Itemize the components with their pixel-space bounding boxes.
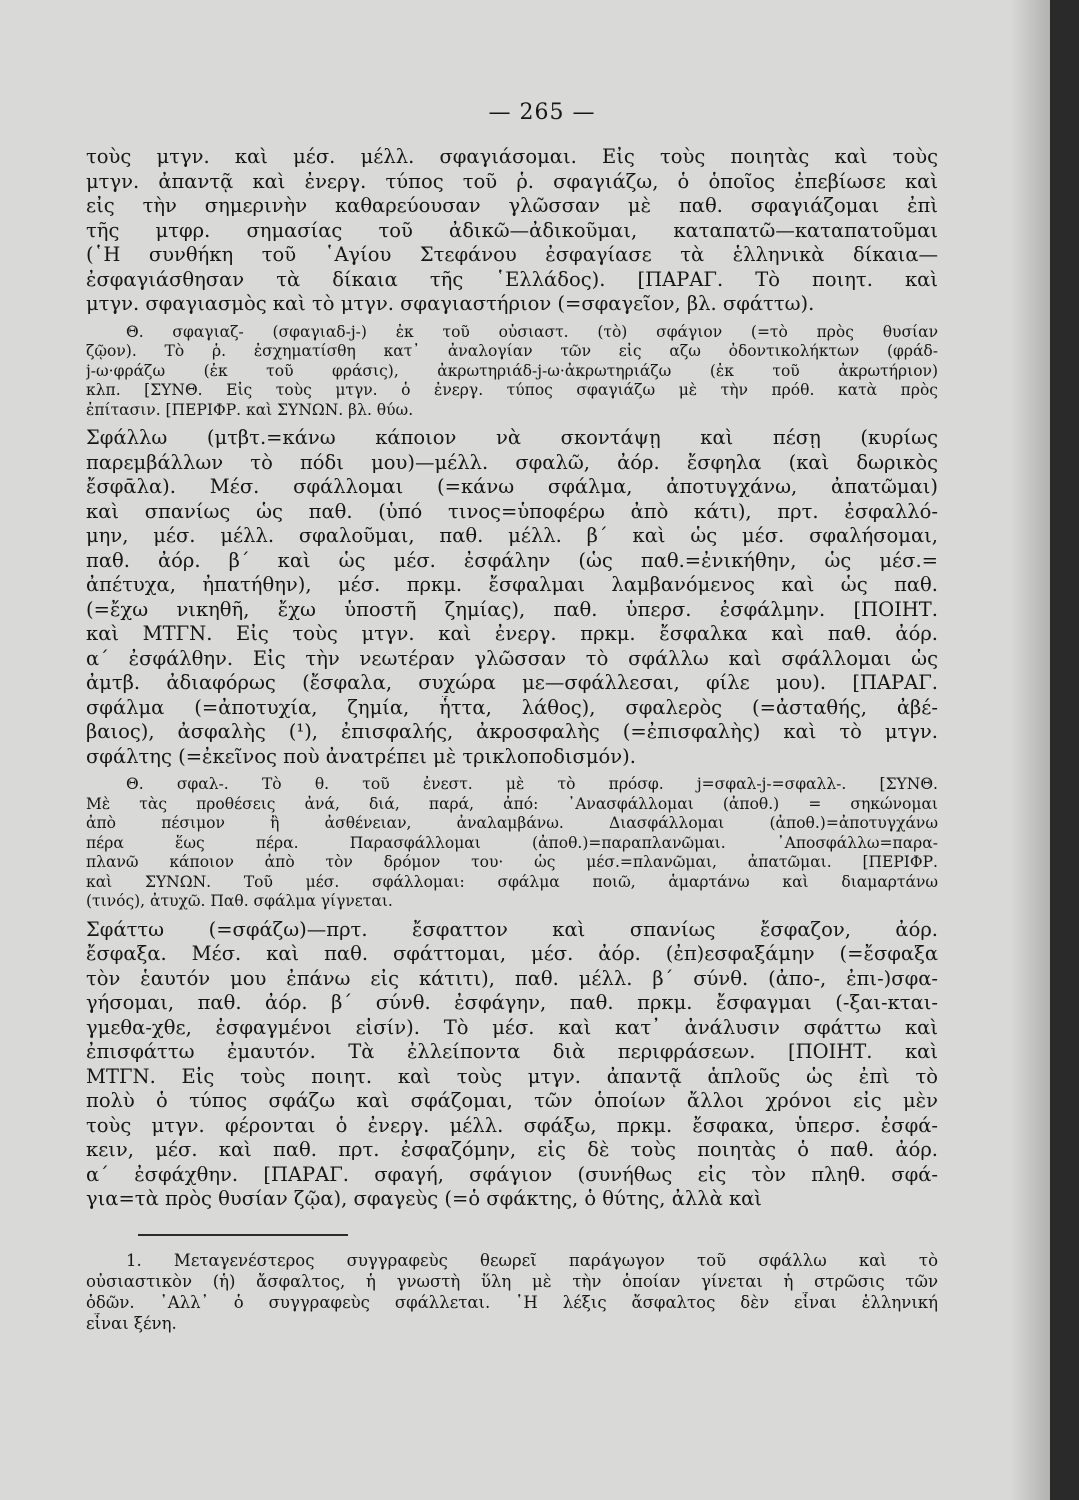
etymology-note [86, 775, 938, 912]
text-line: (῾Η συνθήκη τοῦ ῾Αγίου Στεφάνου ἐσφαγίασε τὰ ἑλληνικὰ δίκαια— [86, 243, 938, 266]
text-line: ΜΤΓΝ. Εἰς τοὺς ποιητ. καὶ τοὺς μτγν. ἀπαντᾷ ἁπλοῦς ὡς ἐπὶ τὸ [86, 1064, 938, 1088]
text-line: σφάλτης (=ἐκεῖνος ποὺ ἀνατρέπει μὲ τρικλοποδισμόν). [86, 744, 636, 768]
etymology-note [86, 323, 938, 421]
text-line: j-ω·φράζω (ἐκ τοῦ φράσις), ἀκρωτηριάδ-j-ω·ἀκρωτηριάζω (ἐκ τοῦ ἀκρωτήριον) [86, 361, 938, 380]
text-line: ἔσφᾱλα). Μέσ. σφάλλομαι (=κάνω σφάλμα, ἀποτυγχάνω, ἀπατῶμαι) [86, 475, 938, 498]
text-line: γήσομαι, παθ. ἀόρ. β΄ σύνθ. ἐσφάγην, παθ. πρκμ. ἔσφαγμαι (-ξαι-κται- [86, 991, 938, 1014]
text-line: καὶ ΜΤΓΝ. Εἰς τοὺς μτγν. καὶ ἐνεργ. πρκμ. ἔσφαλκα καὶ παθ. ἀόρ. [86, 622, 938, 645]
entry-paragraph [86, 426, 938, 769]
dictionary-entries [86, 145, 938, 1212]
text-line: κλπ. [ΣΥΝΘ. Εἰς τοὺς μτγν. ὁ ἐνεργ. τύπος σφαγιάζω μὲ τὴν πρόθ. κατὰ πρὸς [86, 381, 938, 399]
footnote-rule [138, 1234, 348, 1236]
text-line: τοὺς μτγν. καὶ μέσ. μέλλ. σφαγιάσομαι. Εἰς τοὺς ποιητὰς καὶ τοὺς [86, 145, 938, 168]
text-line: εἰς τὴν σημερινὴν καθαρεύουσαν γλῶσσαν μὲ παθ. σφαγιάζομαι ἐπὶ [86, 194, 938, 217]
text-line: γμεθα-χθε, ἐσφαγμένοι εἰσίν). Τὸ μέσ. καὶ κατ᾽ ἀνάλυσιν σφάττω καὶ [86, 1015, 938, 1039]
entry-paragraph [86, 918, 938, 1212]
text-line: πολὺ ὁ τύπος σφάζω καὶ σφάζομαι, τῶν ὁποίων ἄλλοι χρόνοι εἰς μὲν [86, 1089, 938, 1112]
text-line: Σφάλλω (μτβτ.=κάνω κάποιον νὰ σκοντάψῃ καὶ πέσῃ (κυρίως [86, 426, 938, 449]
text-line: α΄ ἐσφάλθην. Εἰς τὴν νεωτέραν γλῶσσαν τὸ σφάλλω καὶ σφάλλομαι ὡς [86, 646, 938, 670]
text-line: ἐσφαγιάσθησαν τὰ δίκαια τῆς ῾Ελλάδος). [ΠΑΡΑΓ. Τὸ ποιητ. καὶ [86, 267, 938, 291]
text-line: α΄ ἐσφάχθην. [ΠΑΡΑΓ. σφαγή, σφάγιον (συνήθως εἰς τὸν πληθ. σφά- [86, 1162, 938, 1186]
text-line: Μὲ τὰς προθέσεις ἀνά, διά, παρά, ἀπό: ᾽Ανασφάλλομαι (ἀποθ.) = σηκώνομαι [86, 794, 938, 813]
page-number: — 265 — [488, 100, 596, 125]
text-line: τῆς μτφρ. σημασίας τοῦ ἀδικῶ—ἀδικοῦμαι, καταπατῶ—καταπατοῦμαι [86, 218, 938, 242]
text-line: καὶ σπανίως ὡς παθ. (ὑπό τινος=ὑποφέρω ἀπὸ κάτι), πρτ. ἐσφαλλό- [86, 499, 938, 523]
text-line: ἐπίτασιν. [ΠΕΡΙΦΡ. καὶ ΣΥΝΩΝ. βλ. θύω. [86, 400, 414, 419]
text-line: μτγν. σφαγιασμὸς καὶ τὸ μτγν. σφαγιαστήριον (=σφαγεῖον, βλ. σφάττω). [86, 292, 815, 315]
text-line: Σφάττω (=σφάζω)—πρτ. ἔσφαττον καὶ σπανίως ἔσφαζον, ἀόρ. [86, 917, 938, 941]
text-line: κειν, μέσ. καὶ παθ. πρτ. ἐσφαζόμην, εἰς δὲ τοὺς ποιητὰς ὁ παθ. ἀόρ. [86, 1138, 938, 1161]
footnote-line: ὁδῶν. ᾽Αλλ᾽ ὁ συγγραφεὺς σφάλλεται. ῾Η λέξις ἄσφαλτος δὲν εἶναι ἑλληνική [86, 1292, 938, 1312]
text-line: (=ἔχω νικηθῆ, ἔχω ὑποστῆ ζημίας), παθ. ὑπερσ. ἐσφάλμην. [ΠΟΙΗΤ. [86, 597, 938, 621]
page-content [86, 100, 938, 1334]
text-line: (τινός), ἀτυχῶ. Παθ. σφάλμα γίγνεται. [86, 892, 393, 910]
text-line: παθ. ἀόρ. β΄ καὶ ὡς μέσ. ἐσφάλην (ὡς παθ.=ἐνικήθην, ὡς μέσ.= [86, 548, 938, 572]
text-line: μην, μέσ. μέλλ. σφαλοῦμαι, παθ. μέλλ. β΄ καὶ ὡς μέσ. σφαλήσομαι, [86, 524, 938, 547]
text-line: ἐπισφάττω ἐμαυτόν. Τὰ ἐλλείποντα διὰ περιφράσεων. [ΠΟΙΗΤ. καὶ [86, 1040, 938, 1063]
text-line: σφάλμα (=ἀποτυχία, ζημία, ἧττα, λάθος), σφαλερὸς (=ἀσταθής, ἀβέ- [86, 695, 938, 719]
text-line: πλανῶ κάποιον ἀπὸ τὸν δρόμον του· ὡς μέσ.=πλανῶμαι, ἀπατῶμαι. [ΠΕΡΙΦΡ. [86, 853, 938, 871]
text-line: τοὺς μτγν. φέρονται ὁ ἐνεργ. μέλλ. σφάξω, πρκμ. ἔσφακα, ὑπερσ. ἐσφά- [86, 1113, 938, 1137]
text-line: για=τὰ πρὸς θυσίαν ζῷα), σφαγεὺς (=ὁ σφάκτης, ὁ θύτης, ἀλλὰ καὶ [86, 1187, 762, 1210]
text-line: ἀπέτυχα, ἠπατήθην), μέσ. πρκμ. ἔσφαλμαι λαμβανόμενος καὶ ὡς παθ. [86, 573, 938, 596]
text-line: Θ. σφαλ-. Τὸ θ. τοῦ ἐνεστ. μὲ τὸ πρόσφ. j=σφαλ-j-=σφαλλ-. [ΣΥΝΘ. [126, 775, 938, 793]
footnote-line: οὐσιαστικὸν (ἡ) ἄσφαλτος, ἡ γνωστὴ ὕλη μὲ τὴν ὁποίαν γίνεται ἡ στρῶσις τῶν [86, 1271, 938, 1291]
text-line: ἔσφαξα. Μέσ. καὶ παθ. σφάττομαι, μέσ. ἀόρ. (ἐπ)εσφαξάμην (=ἔσφαξα [86, 942, 938, 965]
text-line: ἀπὸ πέσιμον ἢ ἀσθένειαν, ἀναλαμβάνω. Διασφάλλομαι (ἀποθ.)=ἀποτυγχάνω [86, 814, 938, 832]
footnote-line: 1. Μεταγενέστερος συγγραφεὺς θεωρεῖ παράγωγον τοῦ σφάλλω καὶ τὸ [126, 1250, 938, 1270]
text-line: καὶ ΣΥΝΩΝ. Τοῦ μέσ. σφάλλομαι: σφάλμα ποιῶ, ἁμαρτάνω καὶ διαμαρτάνω [86, 872, 938, 891]
footnote-line: εἶναι ξένη. [86, 1313, 177, 1333]
text-line: μτγν. ἀπαντᾷ καὶ ἐνεργ. τύπος τοῦ ῥ. σφαγιάζω, ὁ ὁποῖος ἐπεβίωσε καὶ [86, 169, 938, 193]
text-line: παρεμβάλλων τὸ πόδι μου)—μέλλ. σφαλῶ, ἀόρ. ἔσφηλα (καὶ δωρικὸς [86, 450, 938, 474]
text-line: Θ. σφαγιαζ- (σφαγιαδ-j-) ἐκ τοῦ οὐσιαστ. (τὸ) σφάγιον (=τὸ πρὸς θυσίαν [126, 322, 938, 341]
text-line: τὸν ἑαυτόν μου ἐπάνω εἰς κάτιτι), παθ. μέλλ. β΄ σύνθ. (ἀπο-, ἐπι-)σφα- [86, 966, 938, 990]
entry-paragraph [86, 145, 938, 317]
text-line: πέρα ἕως πέρα. Παρασφάλλομαι (ἀποθ.)=παραπλανῶμαι. ᾽Αποσφάλλω=παρα- [86, 833, 938, 852]
footnote [86, 1250, 938, 1334]
text-line: βαιος), ἀσφαλὴς (¹), ἐπισφαλής, ἀκροσφαλὴς (=ἐπισφαλὴς) καὶ τὸ μτγν. [86, 720, 938, 743]
text-line: ἀμτβ. ἀδιαφόρως (ἔσφαλα, συχώρα με—σφάλλεσαι, φίλε μου). [ΠΑΡΑΓ. [86, 671, 938, 694]
text-line: ζῷον). Τὸ ῥ. ἐσχηματίσθη κατ᾽ ἀναλογίαν τῶν εἰς αζω ὀδοντικολήκτων (φράδ- [86, 342, 938, 360]
